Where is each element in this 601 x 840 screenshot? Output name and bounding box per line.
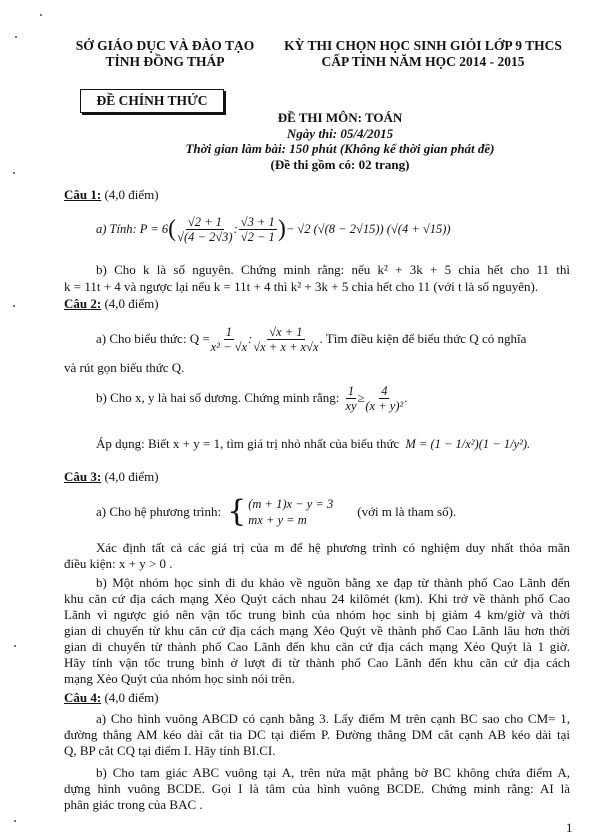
q1a-prefix: a) Tính: P = 6 [96, 222, 169, 236]
q2-heading [64, 296, 159, 312]
q3b-paragraph [64, 575, 570, 687]
q1-heading [64, 187, 159, 203]
q4a-line: đường thẳng AM kéo dài cắt tia DC tại điểm P. Đường thẳng DM cắt cạnh AB kéo dài tại [64, 727, 570, 742]
q3b-line: gian di chuyển từ khu căn cứ địa cách mạng Xẻo Quýt về thành phố Cao Lãnh lâu hơn thời [64, 623, 570, 638]
q3a-note: (với m là tham số). [357, 504, 457, 519]
q3-points: (4,0 điểm) [101, 469, 159, 484]
q2b-frac1-num: 1 [347, 383, 355, 398]
official-label: ĐỀ CHÍNH THỨC [96, 93, 208, 108]
q2b-frac1-den: xy [345, 398, 357, 413]
q1-title: Câu 1: [64, 187, 102, 202]
q1a-frac2-num: √3 + 1 [240, 214, 275, 229]
exam-info [140, 110, 540, 172]
q3b-line: mạng Xẻo Quýt của nhóm học sinh nói trên. [64, 671, 295, 686]
q3a-eq1: (m + 1)x − y = 3 [248, 497, 334, 511]
q3a-prefix: a) Cho hệ phương trình: [96, 504, 222, 519]
header-left [60, 38, 270, 70]
q4-points: (4,0 điểm) [101, 690, 159, 705]
q2a-frac2 [253, 325, 318, 354]
q2-title: Câu 2: [64, 296, 102, 311]
q2a-tail: . Tìm điều kiện để biểu thức Q có nghĩa [319, 331, 527, 346]
scan-speck [13, 172, 15, 174]
q3-heading [64, 469, 159, 485]
q2b-frac2-den: (x + y)² [365, 398, 404, 413]
q2b-prefix: b) Cho x, y là hai số dương. Chứng minh rằng: [96, 390, 340, 405]
q2a-colon: : [248, 332, 253, 346]
q4a-line: Q, BP cắt CQ tại điểm I. Hãy tính BI.CI. [64, 743, 276, 758]
q3-title: Câu 3: [64, 469, 102, 484]
q2a-line2: và rút gọn biểu thức Q. [64, 360, 185, 375]
q2b-frac2-num: 4 [381, 383, 388, 398]
q4a-line: a) Cho hình vuông ABCD có cạnh bằng 3. Lấy điểm M trên cạnh BC sao cho CM= 1, [96, 711, 570, 726]
q3b-line: b) Một nhóm học sinh đi du khảo về nguồn bằng xe đạp từ thành phố Cao Lãnh đến [96, 575, 570, 590]
q3b-line: gian di chuyển từ thành phố Cao Lãnh đến khu căn cứ địa cách mạng Xẻo Quýt là 1 giờ. [64, 639, 570, 654]
q1a-frac1 [177, 215, 232, 244]
q2a-frac2-num: √x + 1 [269, 324, 303, 339]
q2-points: (4,0 điểm) [101, 296, 159, 311]
q4-heading [64, 690, 159, 706]
q1a-frac2 [239, 215, 277, 244]
q4-title: Câu 4: [64, 690, 102, 705]
q1b-line2: k = 11t + 4 và ngược lại nếu k = 11t + 4 thì k² + 3k + 5 chia hết cho 11 (với t là số nguyên). [64, 279, 539, 294]
q4b-line: dựng hình vuông BCDE. Gọi I là tâm của hình vuông BCDE. Chứng minh rằng: AI là [64, 781, 570, 796]
q2a-prefix: a) Cho biểu thức: Q = [96, 331, 210, 346]
q3a-eq2: mx + y = m [248, 513, 307, 527]
page-number: 1 [566, 820, 573, 835]
scan-speck [40, 14, 42, 16]
q2a-frac2-den: √x + x + x√x [253, 339, 319, 354]
q2b-end: . [404, 390, 408, 405]
exam-name: KỲ THI CHỌN HỌC SINH GIỎI LỚP 9 THCS [284, 38, 562, 53]
q3b-line: khu căn cứ địa cách mạng Xẻo Quýt cách nhau 24 kilômét (km). Khi trở về thành phố Cao [64, 591, 570, 606]
q1-points: (4,0 điểm) [101, 187, 159, 202]
department-name: SỞ GIÁO DỤC VÀ ĐÀO TẠO [75, 38, 255, 53]
q2-apply-expr: M = (1 − 1/x²)(1 − 1/y²). [405, 437, 531, 451]
scan-speck [14, 820, 16, 822]
q3b-line: Lãnh vì ngược gió nên vận tốc trung bình của nhóm học sinh bị giảm 4 km/giờ và thời [64, 607, 570, 622]
q2a-frac1-den: x² − √x [210, 339, 248, 354]
q2a-frac1-num: 1 [225, 324, 232, 339]
q1b-line1: b) Cho k là số nguyên. Chứng minh rằng: nếu k² + 3k + 5 chia hết cho 11 thì [96, 262, 570, 277]
q3a-system [248, 496, 333, 528]
exam-date: Ngày thi: 05/4/2015 [286, 125, 394, 141]
q1a-line [96, 212, 451, 246]
q1a-frac2-den: √2 − 1 [240, 229, 275, 244]
q2a-line [96, 322, 526, 356]
scan-speck [14, 645, 16, 647]
scan-speck [15, 36, 17, 38]
q4b-line: b) Cho tam giác ABC vuông tại A, trên nửa mặt phẳng bờ BC không chứa điểm A, [96, 765, 570, 780]
q2b-frac2 [365, 384, 403, 413]
q1a-frac1-den: √(4 − 2√3) [177, 229, 233, 244]
exam-pages-note: (Đề thi gồm có: 02 trang) [270, 156, 410, 172]
q3b-line: Hãy tính vận tốc trung bình ở lượt đi từ thành phố Cao Lãnh đến khu căn cứ địa cách [64, 655, 570, 670]
exam-subject: ĐỀ THI MÔN: TOÁN [277, 110, 403, 125]
paren-open: ( [168, 216, 177, 242]
header-right [278, 38, 568, 70]
q1a-colon: : [233, 222, 238, 236]
paren-close: ) [277, 216, 286, 242]
system-brace-icon: { [227, 494, 247, 529]
q4a-paragraph [64, 711, 570, 759]
q2-apply-line [96, 433, 530, 455]
exam-level-year: CẤP TỈNH NĂM HỌC 2014 - 2015 [321, 54, 525, 69]
scan-speck [13, 305, 15, 307]
q3a-para-line2: điều kiện: x + y > 0 . [64, 556, 173, 571]
q2-apply-prefix: Áp dụng: Biết x + y = 1, tìm giá trị nhỏ nhất của biểu thức [96, 436, 400, 451]
q4b-line: phân giác trong của BAC . [64, 797, 203, 812]
q1a-tail: − √2 (√(8 − 2√15)) (√(4 + √15)) [285, 222, 451, 236]
q2b-frac1 [345, 384, 356, 413]
q3a-line [96, 494, 456, 530]
province-name: TỈNH ĐỒNG THÁP [105, 54, 225, 69]
q2a-frac1 [211, 325, 247, 354]
q1a-frac1-num: √2 + 1 [187, 214, 222, 229]
q2b-ge: ≥ [357, 391, 365, 405]
q2b-line [96, 380, 408, 416]
q3a-para-line1: Xác định tất cả các giá trị của m để hệ phương trình có nghiệm duy nhất thỏa mãn [96, 540, 570, 555]
exam-duration: Thời gian làm bài: 150 phút (Không kể thời gian phát đề) [185, 141, 495, 156]
q4b-paragraph [64, 765, 570, 813]
